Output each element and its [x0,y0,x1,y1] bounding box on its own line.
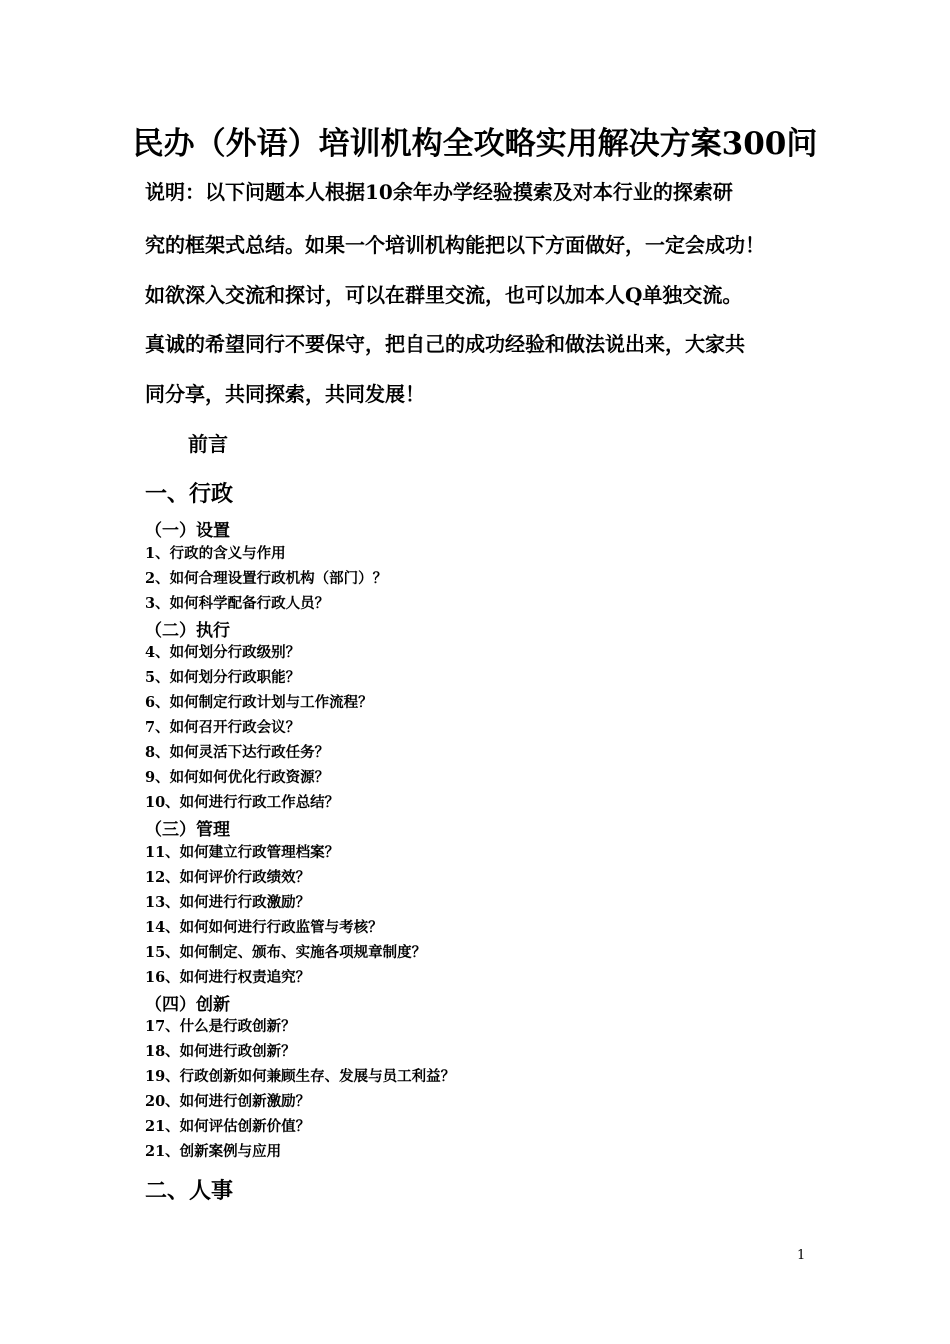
intro-line: 说明：以下问题本人根据10余年办学经验摸索及对本行业的探索研 [145,180,733,204]
list-item: 7、如何召开行政会议？ [145,719,301,736]
intro-line: 真诚的希望同行不要保守，把自己的成功经验和做法说出来，大家共 [145,332,745,356]
document-title: 民办（外语）培训机构全攻略实用解决方案300问 [132,126,818,162]
list-item: 4、如何划分行政级别？ [145,644,301,661]
list-item: 14、如何如何进行行政监管与考核？ [145,919,383,936]
list-item: 17、什么是行政创新？ [145,1018,296,1035]
subsection-heading: （二）执行 [145,621,230,641]
subsection-heading: （一）设置 [145,521,230,541]
subsection-heading: （三）管理 [145,820,230,840]
list-item: 6、如何制定行政计划与工作流程？ [145,694,373,711]
list-item: 19、行政创新如何兼顾生存、发展与员工利益？ [145,1068,456,1085]
list-item: 10、如何进行行政工作总结？ [145,794,340,811]
list-item: 18、如何进行政创新？ [145,1043,296,1060]
section-heading-administration: 一、行政 [145,481,234,507]
list-item: 2、如何合理设置行政机构（部门）？ [145,570,388,587]
list-item: 13、如何进行行政激励？ [145,894,311,911]
list-item: 15、如何制定、颁布、实施各项规章制度？ [145,944,427,961]
intro-line: 同分享，共同探索，共同发展！ [145,382,425,406]
intro-line: 究的框架式总结。如果一个培训机构能把以下方面做好，一定会成功！ [145,233,765,257]
list-item: 20、如何进行创新激励？ [145,1093,311,1110]
list-item: 21、创新案例与应用 [145,1143,282,1160]
subsection-heading: （四）创新 [145,995,230,1015]
foreword-heading: 前言 [188,432,228,456]
list-item: 9、如何如何优化行政资源？ [145,769,330,786]
section-heading-personnel: 二、人事 [145,1178,234,1204]
list-item: 5、如何划分行政职能？ [145,669,301,686]
list-item: 16、如何进行权责追究？ [145,969,311,986]
list-item: 12、如何评价行政绩效？ [145,869,311,886]
list-item: 21、如何评估创新价值？ [145,1118,311,1135]
list-item: 8、如何灵活下达行政任务？ [145,744,330,761]
list-item: 1、行政的含义与作用 [145,545,286,562]
intro-line: 如欲深入交流和探讨，可以在群里交流，也可以加本人Q单独交流。 [145,283,743,307]
list-item: 3、如何科学配备行政人员？ [145,595,330,612]
page-number: 1 [797,1248,806,1263]
list-item: 11、如何建立行政管理档案？ [145,844,340,861]
